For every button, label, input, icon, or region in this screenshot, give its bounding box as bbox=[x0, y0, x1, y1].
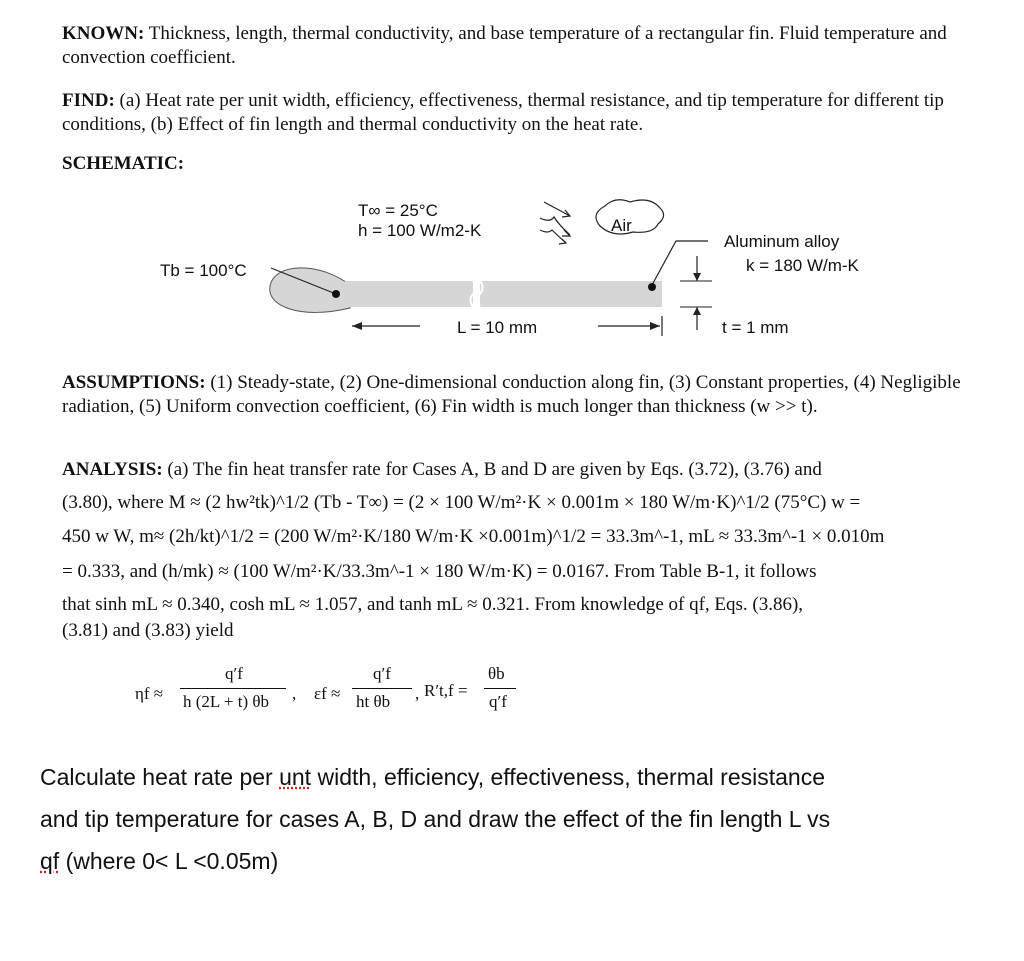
assumptions-paragraph bbox=[62, 371, 972, 419]
assumptions-text: (1) Steady-state, (2) One-dimensional conduction along fin, (3) Constant properties, (4) Negligible radiation, (5) Uniform convection coefficient, (6) Fin width is much longer than thickness (w >> t). bbox=[62, 372, 961, 417]
eps-denominator: ht θb bbox=[356, 692, 391, 711]
schematic-label: SCHEMATIC: bbox=[62, 153, 185, 174]
eta-numerator: q′f bbox=[225, 664, 243, 683]
fin-body-right bbox=[480, 281, 662, 307]
analysis-line-6: (3.81) and (3.83) yield bbox=[62, 620, 234, 641]
misspelled-word: unt bbox=[279, 764, 312, 790]
eta-fraction-bar bbox=[180, 688, 286, 689]
find-paragraph bbox=[62, 89, 972, 137]
find-label: FIND: bbox=[62, 90, 115, 111]
analysis-line-1-text: (a) The fin heat transfer rate for Cases A, B and D are given by Eqs. (3.72), (3.76) and bbox=[162, 459, 822, 480]
qf-word: qf bbox=[40, 848, 60, 874]
r-denominator: q′f bbox=[489, 692, 507, 711]
eta-lhs: ηf ≈ bbox=[135, 684, 164, 703]
r-lhs: R′t,f = bbox=[424, 681, 468, 700]
analysis-line-4: = 0.333, and (h/mk) ≈ (100 W/m²·K/33.3m^-1 × 180 W/m·K) = 0.0167. From Table B-1, it follows bbox=[62, 561, 817, 582]
eps-lhs: εf ≈ bbox=[314, 684, 341, 703]
question-text bbox=[40, 756, 990, 882]
analysis-line-2: (3.80), where M ≈ (2 hw²tk)^1/2 (Tb - T∞) = (2 × 100 W/m²·K × 0.001m × 180 W/m·K)^1/2 (75°C) w = bbox=[62, 492, 861, 513]
r-numerator: θb bbox=[488, 664, 505, 683]
material-label: Aluminum alloy bbox=[724, 232, 840, 251]
t-inf-label: T∞ = 25°C bbox=[358, 201, 438, 220]
separator-comma-2: , bbox=[415, 684, 420, 703]
known-label: KNOWN: bbox=[62, 23, 145, 44]
assumptions-label: ASSUMPTIONS: bbox=[62, 372, 206, 393]
tb-label: Tb = 100°C bbox=[160, 261, 247, 280]
eta-denominator: h (2L + t) θb bbox=[183, 692, 270, 711]
air-label: Air bbox=[611, 216, 632, 235]
eps-numerator: q′f bbox=[373, 664, 391, 683]
analysis-line-1 bbox=[62, 459, 822, 481]
analysis-line-3: 450 w W, m≈ (2h/kt)^1/2 = (200 W/m²·K/180 W/m·K ×0.001m)^1/2 = 33.3m^-1, mL ≈ 33.3m^-1 × 0.010m bbox=[62, 526, 885, 547]
find-text: (a) Heat rate per unit width, efficiency, effectiveness, thermal resistance, and tip temperature for different tip conditions, (b) Effect of fin length and thermal conductivity on the heat rate. bbox=[62, 90, 944, 135]
h-label: h = 100 W/m2-K bbox=[358, 221, 482, 240]
schematic-heading bbox=[62, 152, 972, 176]
known-paragraph bbox=[62, 22, 972, 70]
question-line-2: and tip temperature for cases A, B, D and draw the effect of the fin length L vs bbox=[40, 806, 831, 832]
separator-comma: , bbox=[292, 684, 297, 703]
fin-body-left bbox=[345, 281, 473, 307]
question-line-3: qf (where 0< L <0.05m) bbox=[40, 848, 279, 874]
known-text: Thickness, length, thermal conductivity, and base temperature of a rectangular fin. Fluid temperature and convection coefficient. bbox=[62, 23, 947, 68]
k-label: k = 180 W/m-K bbox=[746, 256, 859, 275]
fin-base bbox=[270, 268, 350, 313]
eps-fraction-bar bbox=[352, 688, 412, 689]
flow-arrows-icon bbox=[540, 202, 570, 244]
length-label: L = 10 mm bbox=[457, 318, 538, 337]
analysis-line-5: that sinh mL ≈ 0.340, cosh mL ≈ 1.057, and tanh mL ≈ 0.321. From knowledge of qf, Eqs. (3.86), bbox=[62, 594, 804, 615]
r-fraction-bar bbox=[484, 688, 516, 689]
question-line-1: Calculate heat rate per unt width, efficiency, effectiveness, thermal resistance bbox=[40, 764, 825, 790]
thickness-label: t = 1 mm bbox=[722, 318, 789, 337]
analysis-label: ANALYSIS: bbox=[62, 459, 163, 480]
